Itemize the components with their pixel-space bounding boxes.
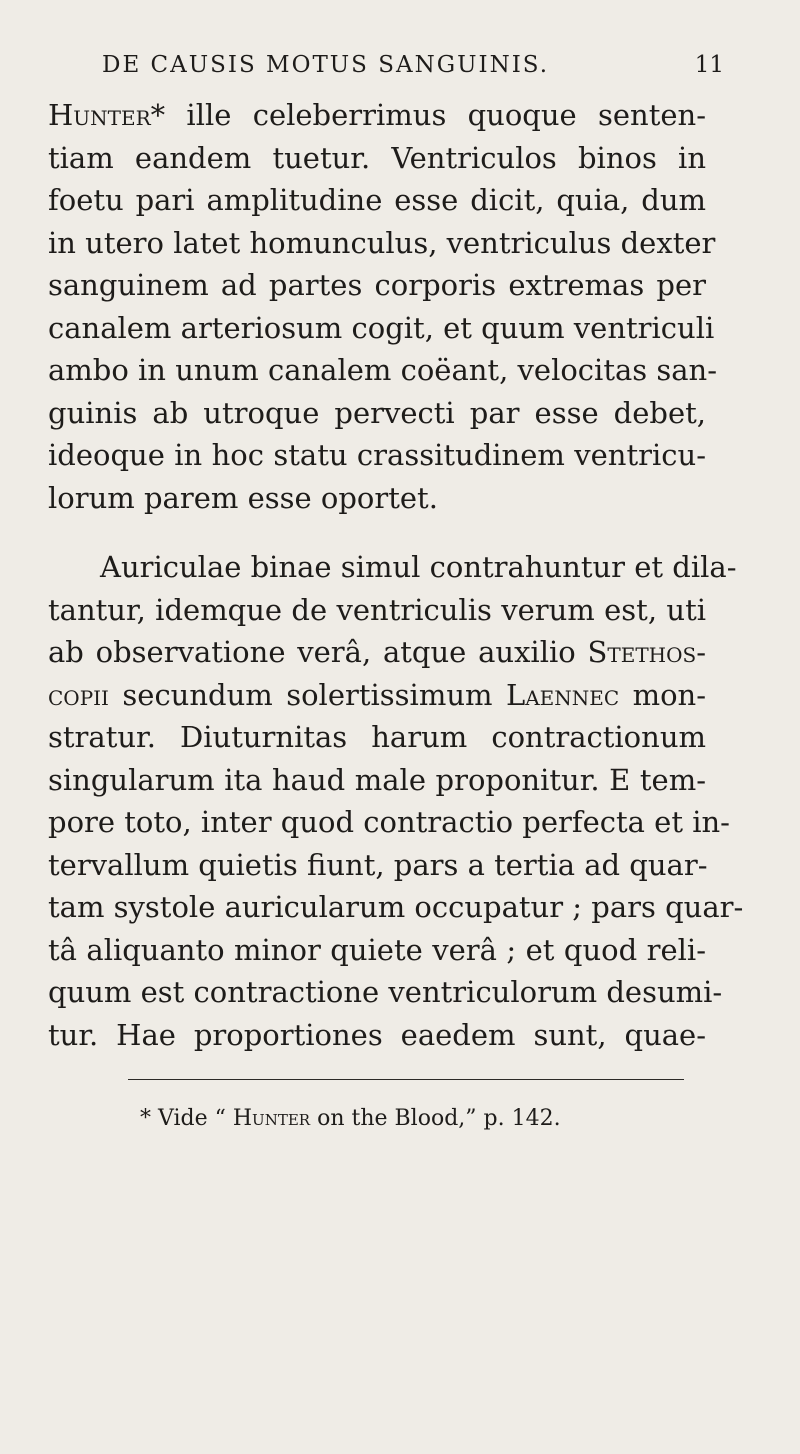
text-line — [48, 94, 706, 137]
footnote-divider — [128, 1079, 684, 1080]
text-fragment: mon- — [619, 677, 707, 712]
body-text — [48, 94, 744, 1056]
author-name-laennec: Laennec — [505, 677, 620, 712]
text-line: lorum parem esse oportet. — [48, 480, 438, 515]
footnote-suffix: on the Blood,” p. 142. — [310, 1106, 561, 1131]
text-line: quum est contractione ventriculorum desumi- — [48, 975, 723, 1009]
text-fragment: secundum solertissimum — [108, 677, 506, 712]
text-line: stratur. Diuturnitas harum contractionum — [48, 720, 706, 754]
author-name-stethoscopii: Stethos- — [587, 635, 706, 669]
running-title: DE CAUSIS MOTUS SANGUINIS. — [102, 52, 550, 78]
text-line — [48, 631, 706, 674]
author-name-hunter: Hunter — [48, 98, 151, 132]
text-line: tervallum quietis fiunt, pars a tertia ad quar- — [48, 847, 708, 882]
text-line: singularum ita haud male proponitur. E tem- — [48, 762, 706, 797]
page-number: 11 — [694, 52, 724, 78]
text-line: Auriculae binae simul contrahuntur et dila- — [100, 550, 737, 584]
text-line: in utero latet homunculus, ventriculus dexter — [48, 225, 716, 260]
text-fragment: ab observatione verâ, atque auxilio — [48, 635, 588, 669]
text-line: tâ aliquanto minor quiete verâ ; et quod reli- — [48, 932, 706, 967]
footnote — [140, 1104, 700, 1134]
text-line: tiam eandem tuetur. Ventriculos binos in — [48, 140, 706, 175]
text-line: ideoque in hoc statu crassitudinem ventricu- — [48, 438, 706, 472]
paragraph-1 — [48, 94, 718, 519]
paragraph-2 — [48, 546, 744, 1056]
author-name-stethoscopii-cont: copii — [48, 677, 109, 712]
text-fragment: * ille celeberrimus quoque senten- — [150, 98, 706, 132]
footnote-author: Hunter — [232, 1106, 311, 1131]
text-line: tantur, idemque de ventriculis verum est, uti — [48, 592, 706, 627]
text-line: ambo in unum canalem coëant, velocitas san- — [48, 353, 718, 387]
footnote-prefix: * Vide “ — [140, 1106, 233, 1131]
text-line — [48, 674, 706, 717]
text-line: sanguinem ad partes corporis extremas per — [48, 268, 706, 302]
text-line: foetu pari amplitudine esse dicit, quia, dum — [48, 183, 706, 217]
text-line: tam systole auricularum occupatur ; pars quar- — [48, 890, 744, 924]
text-line: canalem arteriosum cogit, et quum ventriculi — [48, 310, 715, 345]
text-line: pore toto, inter quod contractio perfecta et in- — [48, 805, 730, 839]
text-line: guinis ab utroque pervecti par esse debet, — [48, 395, 706, 430]
text-line: tur. Hae proportiones eaedem sunt, quae- — [48, 1017, 706, 1052]
